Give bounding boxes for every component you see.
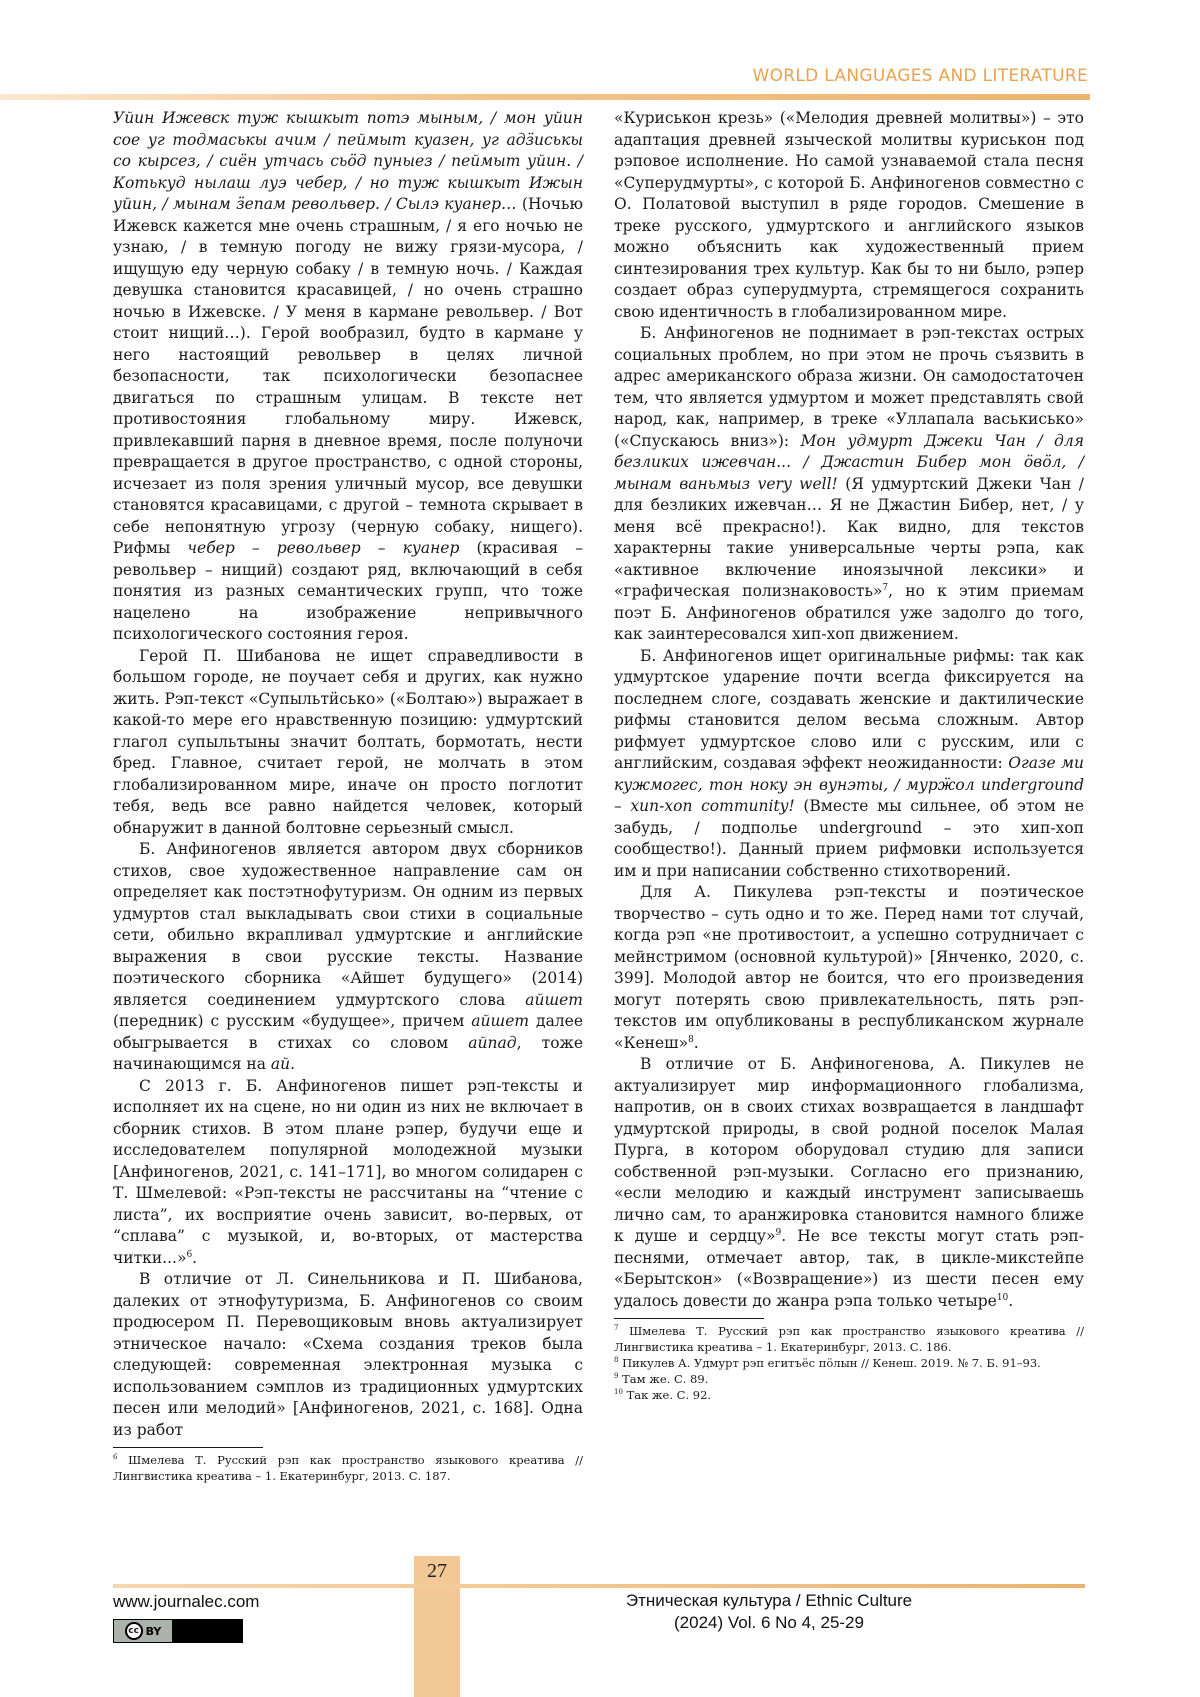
footnote-number: 8 (614, 1356, 619, 1365)
footnote-10 (614, 1387, 1084, 1403)
cc-icon: cc (125, 1622, 143, 1640)
italic-quote: Уйин Ижевск туж кышкыт потэ мыным, / мон уйин сое уг тодмаськы ачим / пеймыт куазен, уг адӟиськы со кырсез, / сиён утчась сьӧд пуныез / пеймыт уйин. / Котькуд нылаш луэ чебер, / но туж кышкыт Ижын уйин, / мынам ӟепам револьвер. / Сылэ куанер… (113, 109, 583, 213)
text-run: далее обыгрывается в стихах со словом (113, 1012, 583, 1052)
footnote-9 (614, 1371, 1084, 1387)
running-header-title: WORLD LANGUAGES AND LITERATURE (752, 66, 1088, 86)
footnote-ref[interactable]: 10 (996, 1292, 1009, 1303)
italic-quote: Мон удмурт Джеки Чан / для безликих ижевчан... / Джастин Бибер мон ӧвӧл, / мынам ваньмыз very well! (614, 431, 1084, 493)
text-run: (красивая – револьвер – нищий) создают ряд, включающий в себя понятия из разных семантических групп, что тоже нацелено на изображение непривычного психологического состояния героя. (113, 539, 583, 643)
footnote-rule (614, 1318, 764, 1319)
text-run: . (693, 1033, 699, 1052)
text-run: Б. Анфиногенов не поднимает в рэп-текстах острых социальных проблем, но при этом не прочь съязвить в адрес американского образа жизни. Он самодостаточен тем, что является удмуртом и может представлять свой народ, как, например, в треке «Уллапала васькиськo» («Спускаюсь вниз»): (614, 324, 1084, 450)
paragraph (113, 839, 583, 1076)
footnote-text: Там же. С. 89. (618, 1372, 709, 1386)
italic-quote: чебер – револьвер – куанер (187, 539, 460, 557)
text-run: Для А. Пикулева рэп-тексты и поэтическое творчество – суть одно и то же. Перед нами тот случай, когда рэп «не противостоит, а успешно сотрудничает с мейнстримом (основной культурой)» [Янченко, 2020, с. 399]. Молодой автор не боится, что его произведения могут потерять свою привлекательность, пять рэп-текстов им опубликованы в республиканском журнале «Кенеш» (614, 883, 1084, 1052)
footnote-8 (614, 1355, 1084, 1371)
text-run: (Вместе мы сильнее, об этом не забудь, / подполье underground – это хип-хоп сообщество!). Данный прием рифмовки используется им и при написании собственно стихотворений. (614, 797, 1084, 880)
text-run: Б. Анфиногенов является автором двух сборников стихов, свое художественное направление сам он определяет как постэтнофутуризм. Он одним из первых удмуртов стал выкладывать свои стихи в социальные сети, обильно вкрапливал удмуртские и английские выражения в свои русские тексты. Название поэтического сборника «Айшет будущего» (2014) является соединением удмуртского слова (113, 840, 583, 1009)
cc-by-license-badge[interactable] (113, 1619, 243, 1643)
footnote-ref[interactable]: 7 (882, 582, 889, 593)
paragraph (113, 1076, 583, 1270)
footnote-ref[interactable]: 6 (186, 1249, 193, 1260)
page-number: 27 (427, 1560, 447, 1582)
text-run: (Ночью Ижевск кажется мне очень страшным, / я его ночью не узнаю, / в темную погоду не вижу грязи-мусора, / ищущую еду черную собаку / в темную ночь. / Каждая девушка становится красавицей, / но очень страшно ночью в Ижевске. / У меня в кармане револьвер. / Вот стоит нищий…). Герой вообразил, будто в кармане у него настоящий револьвер в целях личной безопасности, так психологически безопаснее двигаться по страшным улицам. В тексте нет противостояния глобальному миру. Ижевск, привлекавший парня в дневное время, после полуночи превращается в другое пространство, с одной стороны, исчезает из поля зрения уличный мусор, все девушки становятся красавицами, с другой – темнота скрывает в себе непонятную угрозу (черную собаку, нищего). Рифмы (113, 195, 583, 557)
text-run: . (1008, 1291, 1014, 1310)
journal-citation (614, 1590, 924, 1634)
left-column (113, 108, 583, 1550)
footer-rule (113, 1584, 1085, 1588)
footnote-number: 6 (113, 1453, 118, 1462)
footnote-ref[interactable]: 9 (775, 1227, 782, 1238)
right-column (614, 108, 1084, 1550)
text-run: . (290, 1055, 296, 1073)
text-run: (Я удмуртский Джеки Чан / для безликих ижевчан… Я не Джастин Бибер, нет, / у меня всё прекрасно!). Как видно, для текстов характерны такие универсальные черты рэпа, как «активное включение иноязычной лексики» и «графическая полизнаковость» (614, 474, 1084, 600)
footnote-7 (614, 1323, 1084, 1355)
text-run: . (192, 1248, 198, 1267)
cc-logo (114, 1620, 172, 1642)
footnote-text: Шмелева Т. Русский рэп как пространство языкового креатива // Лингвистика креатива – 1. Екатеринбург, 2013. С. 187. (113, 1453, 583, 1483)
text-run: С 2013 г. Б. Анфиногенов пишет рэп-тексты и исполняет их на сцене, но ни один из них не включает в сборник стихов. В этом плане рэпер, будучи еще и исследователем популярной молодежной музыки [Анфиногенов, 2021, с. 141–171], во многом солидарен с Т. Шмелевой: «Рэп-тексты не рассчитаны на “чтение с листа”, их восприятие очень зависит, во-первых, от “сплава” с музыкой, и, во-вторых, от мастерства читки...» (113, 1076, 583, 1267)
journal-issue: (2024) Vol. 6 No 4, 25-29 (674, 1613, 864, 1632)
footnote-number: 10 (614, 1388, 623, 1397)
text-run: , тоже начинающимся на (113, 1033, 583, 1073)
italic-word: ай (270, 1055, 291, 1073)
journal-url-link[interactable]: www.journalec.com (113, 1592, 260, 1611)
paragraph: «Куриськон крезь» («Мелодия древней молитвы») – это адаптация древней языческой молитвы куриськон под рэповое исполнение. Но самой узнаваемой стала песня «Суперудмурты», с которой Б. Анфиногенов совместно с О. Полатовой выступил в ряде городов. Смешение в треке русского, удмуртского и английского языков можно объяснить как художественный прием синтезирования трех культур. Как бы то ни было, рэпер создает образ суперудмурта, стремящегося сохранить свою идентичность в глобализированном мире. (614, 109, 1084, 321)
paragraph (614, 323, 1084, 646)
text-run: , но к этим приемам поэт Б. Анфиногенов обратился уже задолго до того, как заинтересовался хип-хоп движением. (614, 582, 1084, 643)
header-rule (0, 94, 1090, 100)
by-label: BY (145, 1624, 162, 1638)
italic-quote: Огазе ми кужмогес, тон ноку эн вунэты, / мурӝол underground – хип-хоп community! (614, 754, 1085, 815)
footnote-text: Шмелева Т. Русский рэп как пространство языкового креатива // Лингвистика креатива – 1. Екатеринбург, 2013. С. 186. (614, 1324, 1084, 1354)
italic-word: айшет (525, 990, 583, 1009)
footnote-text: Так же. С. 92. (622, 1388, 712, 1402)
italic-word: айшет (471, 1012, 530, 1030)
paragraph: Герой П. Шибанова не ищет справедливости в большом городе, не поучает себя и других, как нужно жить. Рэп-текст «Супыльтӥсько» («Болтаю») выражает в какой-то мере его нравственную позицию: удмуртский глагол супыльтыны значит болтать, бормотать, нести бред. Главное, считает герой, не молчать в этом глобализированном мире, иначе он просто поглотит тебя, ведь все равно найдется человек, который обнаружит в данной болтовне серьезный смысл. (113, 646, 583, 837)
footnote-ref[interactable]: 8 (688, 1034, 694, 1045)
text-run: В отличие от Б. Анфиногенова, А. Пикулев не актуализирует мир информационного глобализма, напротив, он в своих стихах возвращается в ландшафт удмуртской природы, в свой родной поселок Малая Пурга, в котором оборудовал студию для записи собственной рэп-музыки. Согласно его признанию, «если мелодию и каждый инструмент записываешь лично сам, то аранжировка становится намного ближе к душе и сердцу» (614, 1055, 1084, 1245)
journal-name: Этническая культура / Ethnic Culture (625, 1591, 913, 1610)
paragraph (614, 1054, 1084, 1312)
text-run: . Не все тексты могут стать рэп-песнями, отмечает автор, так, в цикле-микстейпе «Берытскон» («Возвращение») из шести песен ему удалось довести до жанра рэпа только четыре (614, 1227, 1084, 1310)
paragraph (614, 882, 1084, 1054)
text-run: Б. Анфиногенов ищет оригинальные рифмы: так как удмуртское ударение почти всегда фиксируется на последнем слоге, создавать женские и дактилические рифмы становится делом весьма сложным. Автор рифмует удмуртское слово или с русским, или с английским, создавая эффект неожиданности: (614, 646, 1084, 772)
text-run: (передник) с русским «будущее», причем (113, 1012, 472, 1030)
paragraph (614, 646, 1084, 883)
footnote-rule (113, 1447, 263, 1448)
footnote-6 (113, 1452, 583, 1484)
footnote-number: 7 (614, 1324, 619, 1333)
footnote-number: 9 (614, 1372, 619, 1381)
paragraph: В отличие от Л. Синельникова и П. Шибанова, далеких от этнофутуризма, Б. Анфиногенов со своим продюсером П. Перевощиковым вновь актуализирует этническое начало: «Схема создания треков была следующей: современная электронная музыка с использованием сэмплов из традиционных удмуртских песен или мелодий» [Анфиногенов, 2021, с. 168]. Одна из работ (113, 1270, 583, 1439)
italic-word: айпад (468, 1033, 517, 1052)
footnote-text: Пикулев А. Удмурт рэп егитъёс пӧлын // Кенеш. 2019. № 7. Б. 91–93. (618, 1356, 1041, 1370)
paragraph (113, 108, 583, 646)
